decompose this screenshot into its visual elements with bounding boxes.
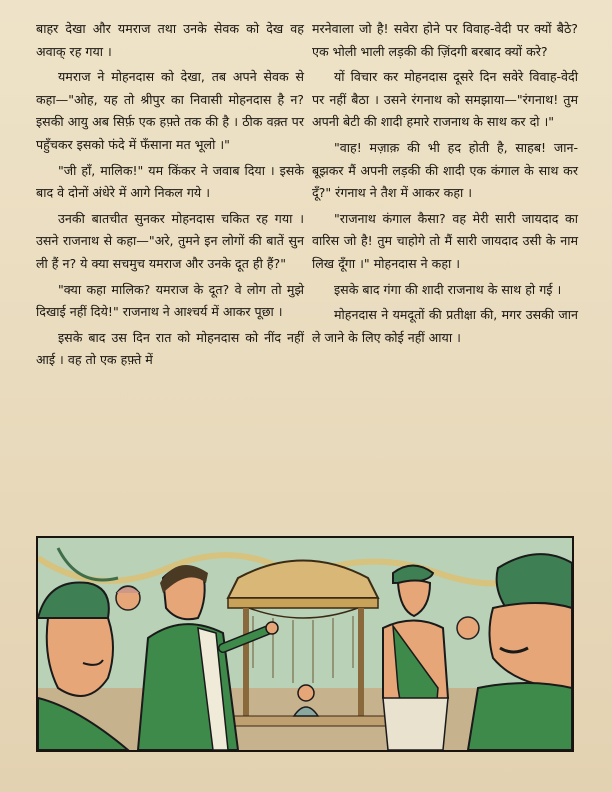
paragraph: यों विचार कर मोहनदास दूसरे दिन सवेरे विवाह-वेदी पर नहीं बैठा । उसने रंगनाथ को समझाया—"रंगनाथ! तुम अपनी बेटी की शादी हमारे राजनाथ के साथ कर दो ।": [312, 69, 578, 130]
paragraph: "क्या कहा मालिक? यमराज के दूत? वे लोग तो मुझे दिखाई नहीं दिये!" राजनाथ ने आश्चर्य में आकर पूछा ।: [36, 281, 304, 320]
paragraph: "राजनाथ कंगाल कैसा? वह मेरी सारी जायदाद का वारिस जो है! तुम चाहोगे तो मैं सारी जायदाद उसी के नाम लिख दूँगा ।" मोहनदास ने कहा ।: [312, 210, 578, 271]
paragraph: मोहनदास ने यमदूतों की प्रतीक्षा की, मगर उसकी जान ले जाने के लिए कोई नहीं आया ।: [312, 307, 578, 345]
paragraph: उनकी बातचीत सुनकर मोहनदास चकित रह गया । उसने राजनाथ से कहा—"अरे, तुमने इन लोगों की बातें सुन ली हैं न? ये क्या सचमुच यमराज और उनके दूत ही हैं?": [36, 210, 304, 271]
left-text-column: [36, 18, 304, 372]
paragraph: इसके बाद गंगा की शादी राजनाथ के साथ हो गई ।: [334, 281, 562, 297]
paragraph: "वाह! मज़ाक़ की भी हद होती है, साहब! जान-बूझकर मैं अपनी लड़की की शादी एक कंगाल के साथ कर दूँ?" रंगनाथ ने तैश में आकर कहा ।: [312, 139, 578, 201]
paragraph: "जी हाँ, मालिक!" यम किंकर ने जवाब दिया । इसके बाद वे दोनों अंधेरे में आगे निकल गये ।: [36, 162, 304, 201]
paragraph: यमराज ने मोहनदास को देखा, तब अपने सेवक से कहा—"ओह, यह तो श्रीपुर का निवासी मोहनदास है न? इसकी आयु अब सिर्फ़ एक हफ़्ते तक की है । ठीक वक़्त पर पहुँचकर इसको फंदे में फँसाना मत भूलो ।": [36, 69, 304, 152]
paragraph: इसके बाद उस दिन रात को मोहनदास को नींद नहीं आई । वह तो एक हफ़्ते में: [36, 329, 304, 368]
right-text-column: [312, 18, 578, 349]
paragraph: मरनेवाला जो है! सवेरा होने पर विवाह-वेदी पर क्यों बैठे? एक भोली भाली लड़की की ज़िंदगी बरबाद क्यों करे?: [312, 21, 578, 59]
illustration-artwork: [38, 538, 572, 750]
wedding-scene-illustration: [36, 536, 574, 752]
paragraph: बाहर देखा और यमराज तथा उनके सेवक को देख वह अवाक् रह गया ।: [36, 21, 304, 59]
